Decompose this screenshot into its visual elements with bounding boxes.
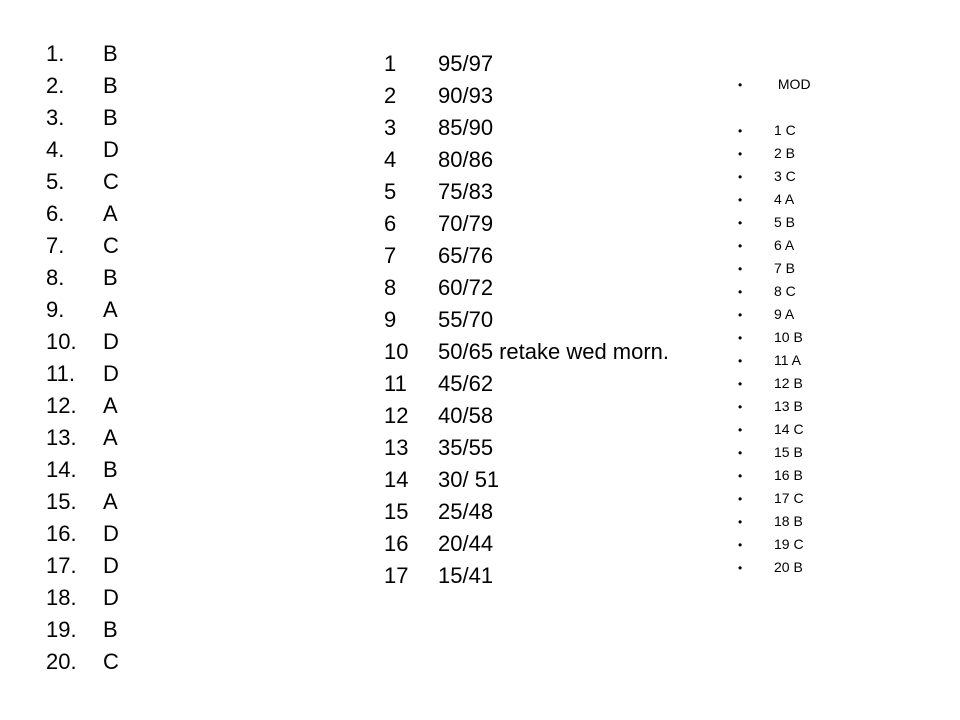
- mod-item: [738, 188, 811, 211]
- bullet-icon: •: [738, 492, 743, 506]
- answer-item: [46, 454, 119, 486]
- score-value: 15/41: [438, 563, 494, 588]
- score-value: 65/76: [438, 243, 494, 268]
- answer-item: [46, 390, 119, 422]
- score-row: [384, 528, 669, 560]
- score-number: 5: [384, 179, 397, 204]
- answer-number: 18.: [46, 585, 77, 610]
- score-value: 90/93: [438, 83, 494, 108]
- mod-item: [738, 487, 811, 510]
- answer-item: [46, 38, 119, 70]
- bullet-icon: •: [738, 331, 743, 345]
- mod-item: [738, 533, 811, 556]
- answer-number: 6.: [46, 201, 65, 226]
- answer-letter: B: [103, 73, 118, 98]
- answer-number: 2.: [46, 73, 65, 98]
- mod-item: [738, 510, 811, 533]
- answer-number: 1.: [46, 41, 65, 66]
- answer-number: 16.: [46, 521, 77, 546]
- answer-letter: A: [103, 201, 118, 226]
- bullet-icon: •: [738, 400, 743, 414]
- mod-item-text: 18 B: [774, 513, 803, 529]
- mod-item-text: 10 B: [774, 329, 803, 345]
- answer-letter: D: [103, 361, 119, 386]
- score-value: 70/79: [438, 211, 494, 236]
- answer-letter: D: [103, 553, 119, 578]
- answer-number: 14.: [46, 457, 77, 482]
- mod-item: [738, 280, 811, 303]
- answer-item: [46, 518, 119, 550]
- answer-item: [46, 262, 119, 294]
- score-row: [384, 336, 669, 368]
- mod-item: [738, 464, 811, 487]
- answer-letter: D: [103, 521, 119, 546]
- answer-number: 9.: [46, 297, 65, 322]
- answer-letter: D: [103, 137, 119, 162]
- bullet-icon: •: [738, 193, 743, 207]
- answer-number: 10.: [46, 329, 77, 354]
- answer-letter: C: [103, 233, 119, 258]
- bullet-icon: •: [738, 515, 743, 529]
- score-value: 20/44: [438, 531, 494, 556]
- score-number: 10: [384, 339, 409, 364]
- mod-item-text: 12 B: [774, 375, 803, 391]
- score-note: retake wed morn.: [499, 339, 670, 364]
- score-value: 30/ 51: [438, 467, 500, 492]
- score-row: [384, 112, 669, 144]
- score-number: 4: [384, 147, 397, 172]
- score-value: 25/48: [438, 499, 494, 524]
- answer-letter: B: [103, 265, 118, 290]
- score-value: 55/70: [438, 307, 494, 332]
- answer-number: 20.: [46, 649, 77, 674]
- answer-letter: A: [103, 489, 118, 514]
- mod-item-text: 4 A: [774, 191, 795, 207]
- score-number: 9: [384, 307, 397, 332]
- answer-letter: B: [103, 617, 118, 642]
- score-value: 45/62: [438, 371, 494, 396]
- score-number: 1: [384, 51, 397, 76]
- answer-number: 8.: [46, 265, 65, 290]
- score-value: 80/86: [438, 147, 494, 172]
- answer-number: 11.: [46, 361, 75, 386]
- score-value: 95/97: [438, 51, 494, 76]
- bullet-icon: •: [738, 354, 743, 368]
- answer-letter: A: [103, 297, 118, 322]
- answer-number: 15.: [46, 489, 77, 514]
- score-value: 40/58: [438, 403, 494, 428]
- mod-item: [738, 349, 811, 372]
- score-value: 35/55: [438, 435, 494, 460]
- score-row: [384, 432, 669, 464]
- bullet-icon: •: [738, 239, 743, 253]
- answer-number: 7.: [46, 233, 65, 258]
- mod-item-text: 14 C: [774, 421, 804, 437]
- score-row: [384, 560, 669, 592]
- answer-number: 17.: [46, 553, 77, 578]
- mod-item: [738, 119, 811, 142]
- score-value: 50/65: [438, 339, 494, 364]
- mod-item: [738, 326, 811, 349]
- answer-letter: C: [103, 649, 119, 674]
- mod-item-text: 15 B: [774, 444, 803, 460]
- bullet-icon: •: [738, 147, 743, 161]
- mod-item-text: 3 C: [774, 168, 796, 184]
- answer-item: [46, 582, 119, 614]
- answer-item: [46, 134, 119, 166]
- answer-number: 4.: [46, 137, 65, 162]
- score-row: [384, 304, 669, 336]
- score-row: [384, 80, 669, 112]
- answer-letter: B: [103, 41, 118, 66]
- mod-item: [738, 211, 811, 234]
- bullet-icon: •: [738, 446, 743, 460]
- mod-item: [738, 441, 811, 464]
- mod-item-text: 13 B: [774, 398, 803, 414]
- answer-item: [46, 358, 119, 390]
- score-row: [384, 176, 669, 208]
- score-row: [384, 272, 669, 304]
- bullet-icon: •: [738, 469, 743, 483]
- answer-letter: D: [103, 329, 119, 354]
- mod-item-text: 5 B: [774, 214, 796, 230]
- score-row: [384, 400, 669, 432]
- answer-item: [46, 550, 119, 582]
- mod-item-text: 19 C: [774, 536, 804, 552]
- mod-item-text: 7 B: [774, 260, 796, 276]
- bullet-icon: •: [738, 78, 743, 92]
- bullet-icon: •: [738, 262, 743, 276]
- mod-item-text: 8 C: [774, 283, 796, 299]
- score-value: 60/72: [438, 275, 494, 300]
- score-row: [384, 208, 669, 240]
- answer-letter: B: [103, 457, 118, 482]
- answer-letter: B: [103, 105, 118, 130]
- mod-item-text: 17 C: [774, 490, 804, 506]
- bullet-icon: •: [738, 308, 743, 322]
- score-number: 11: [384, 371, 407, 396]
- mod-item: [738, 257, 811, 280]
- score-conversion-table: [384, 48, 669, 592]
- answer-letter: C: [103, 169, 119, 194]
- answer-item: [46, 70, 119, 102]
- mod-item-text: 20 B: [774, 559, 803, 575]
- score-number: 16: [384, 531, 409, 556]
- answer-item: [46, 230, 119, 262]
- bullet-icon: •: [738, 377, 743, 391]
- mod-item: [738, 372, 811, 395]
- score-number: 7: [384, 243, 397, 268]
- mod-item-text: 2 B: [774, 145, 796, 161]
- score-number: 15: [384, 499, 409, 524]
- mod-item: [738, 395, 811, 418]
- bullet-icon: •: [738, 561, 743, 575]
- score-row: [384, 368, 669, 400]
- answer-item: [46, 198, 119, 230]
- score-number: 8: [384, 275, 397, 300]
- score-number: 2: [384, 83, 397, 108]
- answer-item: [46, 294, 119, 326]
- mod-item-text: 1 C: [774, 122, 796, 138]
- mod-item: [738, 303, 811, 326]
- bullet-icon: •: [738, 170, 743, 184]
- answer-number: 5.: [46, 169, 65, 194]
- mod-item: [738, 418, 811, 441]
- answer-item: [46, 422, 119, 454]
- bullet-icon: •: [738, 124, 743, 138]
- score-value: 85/90: [438, 115, 494, 140]
- mod-item: [738, 556, 811, 579]
- mod-item: [738, 142, 811, 165]
- score-number: 3: [384, 115, 397, 140]
- answer-item: [46, 646, 119, 678]
- bullet-icon: •: [738, 216, 743, 230]
- mod-header-item: [738, 73, 811, 119]
- score-number: 12: [384, 403, 409, 428]
- answer-letter: D: [103, 585, 119, 610]
- mod-item-text: 9 A: [774, 306, 795, 322]
- answer-number: 12.: [46, 393, 77, 418]
- answer-item: [46, 102, 119, 134]
- answer-number: 3.: [46, 105, 65, 130]
- answer-item: [46, 486, 119, 518]
- mod-header: MOD: [777, 76, 811, 92]
- bullet-icon: •: [738, 538, 743, 552]
- answer-item: [46, 326, 119, 358]
- score-number: 6: [384, 211, 397, 236]
- score-row: [384, 496, 669, 528]
- mod-answer-key: [738, 73, 811, 579]
- answer-key-list: [46, 38, 119, 678]
- mod-item: [738, 165, 811, 188]
- score-row: [384, 144, 669, 176]
- score-number: 14: [384, 467, 409, 492]
- mod-item-text: 16 B: [774, 467, 803, 483]
- score-value: 75/83: [438, 179, 494, 204]
- answer-letter: A: [103, 393, 118, 418]
- answer-item: [46, 614, 119, 646]
- mod-item-text: 11 A: [774, 352, 801, 368]
- mod-item: [738, 234, 811, 257]
- score-row: [384, 48, 669, 80]
- answer-letter: A: [103, 425, 118, 450]
- bullet-icon: •: [738, 423, 743, 437]
- mod-item-text: 6 A: [774, 237, 795, 253]
- bullet-icon: •: [738, 285, 743, 299]
- score-number: 17: [384, 563, 409, 588]
- answer-item: [46, 166, 119, 198]
- answer-number: 13.: [46, 425, 77, 450]
- score-row: [384, 464, 669, 496]
- score-number: 13: [384, 435, 409, 460]
- answer-number: 19.: [46, 617, 77, 642]
- score-row: [384, 240, 669, 272]
